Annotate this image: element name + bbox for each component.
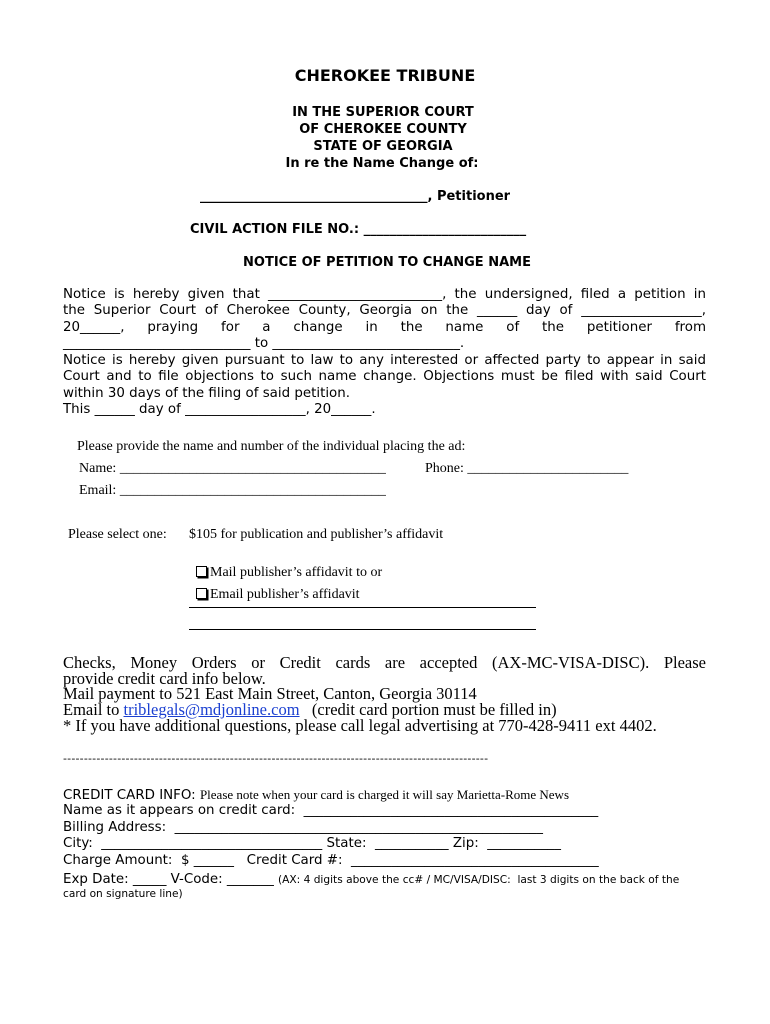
payment-line-3: Mail payment to 521 East Main Street, Canton, Georgia 30114 — [63, 684, 477, 703]
credit-card-header — [63, 786, 569, 805]
notice-line-2: the Superior Court of Cherokee County, Georgia on the ______ day of __________________, — [63, 303, 706, 318]
cc-name-field[interactable]: Name as it appears on credit card: ____________________________________________ — [63, 803, 599, 818]
option-price: $105 for publication and publisher’s affidavit — [189, 527, 444, 542]
option-email-label: Email publisher’s affidavit — [210, 587, 360, 602]
notice-title: NOTICE OF PETITION TO CHANGE NAME — [243, 255, 531, 270]
contact-email-field[interactable]: Email: ______________________________________ — [79, 483, 386, 498]
option-email[interactable] — [189, 571, 360, 603]
credit-card-label: CREDIT CARD INFO: — [63, 788, 200, 803]
dashed-divider: ------------------------------------------------------------------------------------------------------ — [63, 752, 489, 765]
cc-exp-vcode-row — [63, 870, 679, 889]
cc-city-state-zip-field[interactable]: City: _________________________________ State: ___________ Zip: ___________ — [63, 836, 561, 851]
address-line-2[interactable] — [189, 629, 536, 630]
notice-line-6: Court and to file objections to such name change. Objections must be filed with said Court — [63, 369, 706, 384]
contact-name-field[interactable]: Name: ______________________________________ — [79, 461, 386, 476]
email-suffix: (credit card portion must be filled in) — [299, 700, 557, 719]
address-line-1[interactable] — [189, 607, 536, 608]
in-re-line: In re the Name Change of: — [285, 156, 479, 171]
petitioner-line: ___________________________________, Petitioner — [200, 189, 511, 204]
cc-exp-vcode-field[interactable]: Exp Date: _____ V-Code: _______ — [63, 872, 279, 887]
vcode-note-continued: card on signature line) — [63, 888, 183, 900]
credit-card-note: Please note when your card is charged it will say Marietta-Rome News — [199, 787, 570, 802]
notice-line-4: ____________________________ to ____________________________. — [63, 336, 465, 351]
payment-line-1: Checks, Money Orders or Credit cards are accepted (AX-MC-VISA-DISC). Please — [63, 653, 706, 672]
checkbox-icon[interactable] — [196, 588, 207, 599]
notice-line-3: 20______, praying for a change in the name of the petitioner from — [63, 320, 706, 335]
email-link[interactable]: triblegals@mdjonline.com — [123, 700, 300, 719]
notice-line-7: within 30 days of the filing of said petition. — [63, 386, 350, 401]
cc-billing-field[interactable]: Billing Address: _______________________________________________________ — [63, 820, 543, 835]
notice-line-1: Notice is hereby given that __________________________, the undersigned, filed a petition in — [63, 287, 706, 302]
payment-line-2: provide credit card info below. — [63, 669, 266, 688]
email-prefix: Email to — [63, 700, 124, 719]
court-line-3: STATE OF GEORGIA — [313, 139, 453, 154]
payment-line-5: * If you have additional questions, please call legal advertising at 770-428-9411 ext 4402. — [63, 716, 657, 735]
contact-phone-field[interactable]: Phone: _______________________ — [425, 461, 629, 476]
select-label: Please select one: — [68, 527, 167, 542]
court-line-2: OF CHEROKEE COUNTY — [299, 122, 467, 137]
contact-prompt: Please provide the name and number of the individual placing the ad: — [77, 439, 466, 454]
newspaper-title: CHEROKEE TRIBUNE — [294, 66, 476, 85]
option-mail-label: Mail publisher’s affidavit to or — [210, 565, 383, 580]
vcode-note: (AX: 4 digits above the cc# / MC/VISA/DISC: last 3 digits on the back of the — [278, 874, 680, 886]
court-line-1: IN THE SUPERIOR COURT — [292, 105, 474, 120]
cc-charge-card-field[interactable]: Charge Amount: $ ______ Credit Card #: _____________________________________ — [63, 853, 599, 868]
notice-line-8: This ______ day of __________________, 20______. — [63, 402, 376, 417]
civil-action-line: CIVIL ACTION FILE NO.: _________________________ — [190, 222, 527, 237]
notice-line-5: Notice is hereby given pursuant to law to any interested or affected party to appear in said — [63, 353, 706, 368]
